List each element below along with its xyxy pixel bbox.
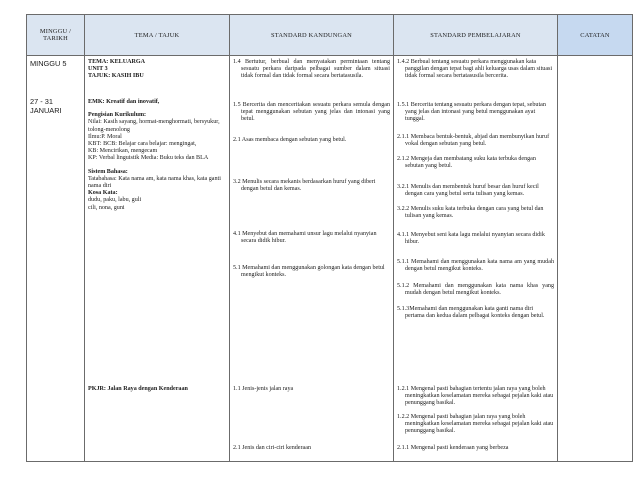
header-pembelajaran: STANDARD PEMBELAJARAN <box>394 15 558 56</box>
catatan-cell <box>558 56 633 462</box>
tatabahasa-text: Tatabahasa: Kata nama am, kata nama khas, kata ganti nama diri <box>88 175 221 190</box>
pengisian-heading: Pengisian Kurikulum: <box>88 112 147 119</box>
lesson-plan-table <box>26 14 633 462</box>
pembelajaran-5-1-3: 5.1.3Memahami dan menggunakan kata ganti nama diri pertama dan kedua dalam pelbagai konteks dengan betul. <box>397 306 545 320</box>
week-dates: 27 - 31 JANUARI <box>30 97 62 115</box>
kosa-kata-heading: Kosa Kata: <box>88 190 118 197</box>
pembelajaran-2-1-1: 2.1.1 Membaca bentuk-bentuk, abjad dan membunyikan huruf vokal dengan sebutan yang betul. <box>397 134 550 148</box>
week-cell <box>27 56 85 462</box>
kandungan-2-1: 2.1 Asas membaca dengan sebutan yang betul. <box>233 137 347 143</box>
nilai-text: Nilai: Kasih sayang, hormat-menghormati, bersyukur, tolong-menolong <box>88 119 220 133</box>
header-kandungan: STANDARD KANDUNGAN <box>230 15 394 56</box>
pembelajaran-pkjr-1-2-2: 1.2.2 Mengenal pasti bahagian jalan raya yang boleh meningkatkan keselamatan mereka sebagai pejalan kaki atau penunggang basikal. <box>397 414 554 435</box>
header-catatan: CATATAN <box>558 15 633 56</box>
pembelajaran-2-1-2: 2.1.2 Mengeja dan membatang suku kata terbuka dengan sebutan yang betul. <box>397 156 536 170</box>
pembelajaran-1-4-2: 1.4.2 Berbual tentang sesuatu perkara menggunakan kata panggilan dengan tepat bagi ahli keluarga usas dalam situasi tidak formal secara bertatasusila bercerita. <box>397 59 553 80</box>
kosa-kata-words: dudu, paku, labu, guli <box>88 197 142 204</box>
kandungan-cell <box>230 56 394 462</box>
kbt-text: KBT: BCB: Belajar cara belajar: mengingat, <box>88 141 197 148</box>
kandungan-3-2: 3.2 Menulis secara mekanis berdasarkan huruf yang diberi dengan betul dan kemas. <box>233 179 376 193</box>
ilmu-text: Ilmu:P. Moral <box>88 133 122 140</box>
pembelajaran-3-2-1: 3.2.1 Menulis dan membentuk huruf besar dan huruf kecil dengan cara yang betul serta tulisan yang kemas. <box>397 184 539 198</box>
kandungan-5-1: 5.1 Memahami dan menggunakan golongan kata dengan betul mengikut konteks. <box>233 265 385 279</box>
week-label: MINGGU 5 <box>30 59 67 68</box>
pembelajaran-3-2-2: 3.2.2 Menulis suku kata terbuka dengan cara yang betul dan tulisan yang kemas. <box>397 206 544 220</box>
tema-cell <box>85 56 230 462</box>
sistem-bahasa-heading: Sistem Bahasa: <box>88 168 128 175</box>
week-row <box>27 56 633 462</box>
pkjr-text: PKJR: Jalan Raya dengan Kenderaan <box>88 386 188 392</box>
kandungan-1-5: 1.5 Bercerita dan menceritakan sesuatu perkara semula dengan tepat menggunakan sebutan yang jelas dan intonasi yang betul. <box>233 102 390 123</box>
kosa-kata-words-2: cili, nona, guni <box>88 204 125 211</box>
pembelajaran-pkjr-2-1-1: 2.1.1 Mengenal pasti kenderaan yang berbeza <box>397 445 509 451</box>
kb-text: KB: Mencirikan, mengecam <box>88 148 158 155</box>
kandungan-1-4: 1.4 Bertutur, berbual dan menyatakan permintaan tentang sesuatu perkara daripada pelbagai sumber dalam situasi tidak formal dan tidak formal secara bertatasusila. <box>233 59 390 80</box>
pembelajaran-5-1-1: 5.1.1 Memahami dan menggunakan kata nama am yang mudah dengan betul mengikut konteks. <box>397 259 554 273</box>
pembelajaran-5-1-2: 5.1.2 Memahami dan menggunakan kata nama khas yang mudah dengan betul mengikut konteks. <box>397 283 554 297</box>
pembelajaran-cell <box>394 56 558 462</box>
kandungan-pkjr-2-1: 2.1 Jenis dan ciri-ciri kenderaan <box>233 445 312 451</box>
header-row <box>27 15 633 56</box>
emk-block <box>88 99 226 212</box>
header-minggu-tarikh <box>27 15 85 56</box>
tajuk-title: TAJUK: KASIH IBU <box>88 73 144 80</box>
header-tarikh: TARIKH <box>43 35 68 42</box>
kandungan-pkjr-1-1: 1.1 Jenis-jenis jalan raya <box>233 386 294 392</box>
pembelajaran-4-1-1: 4.1.1 Menyebut seni kata lagu melalui nyanyian secara didik hibur. <box>397 232 545 246</box>
lesson-plan-sheet <box>26 14 632 461</box>
unit-title: UNIT 3 <box>88 66 108 73</box>
pembelajaran-1-5-1: 1.5.1 Bercerita tentang sesuatu perkara dengan tepat, sebutan yang jelas dan intonasi yang betul menggunakan ayat tunggal. <box>397 102 546 123</box>
kp-text: KP: Verbal linguistik Media: Buku teks dan BLA <box>88 155 209 162</box>
kandungan-4-1: 4.1 Menyebut dan memahami unsur lagu melalui nyanyian secara didik hibur. <box>233 231 377 245</box>
pembelajaran-pkjr-1-2-1: 1.2.1 Mengenal pasti bahagian tertentu jalan raya yang boleh meningkatkan keselamatan mereka sebagai pejalan kaki atau penunggang basikal. <box>397 386 554 407</box>
header-tema: TEMA / TAJUK <box>85 15 230 56</box>
tema-block <box>88 59 226 81</box>
header-minggu: MINGGU / <box>39 28 72 35</box>
emk-text: EMK: Kreatif dan inovatif, <box>88 99 160 105</box>
tema-title: TEMA: KELUARGA <box>88 59 146 65</box>
